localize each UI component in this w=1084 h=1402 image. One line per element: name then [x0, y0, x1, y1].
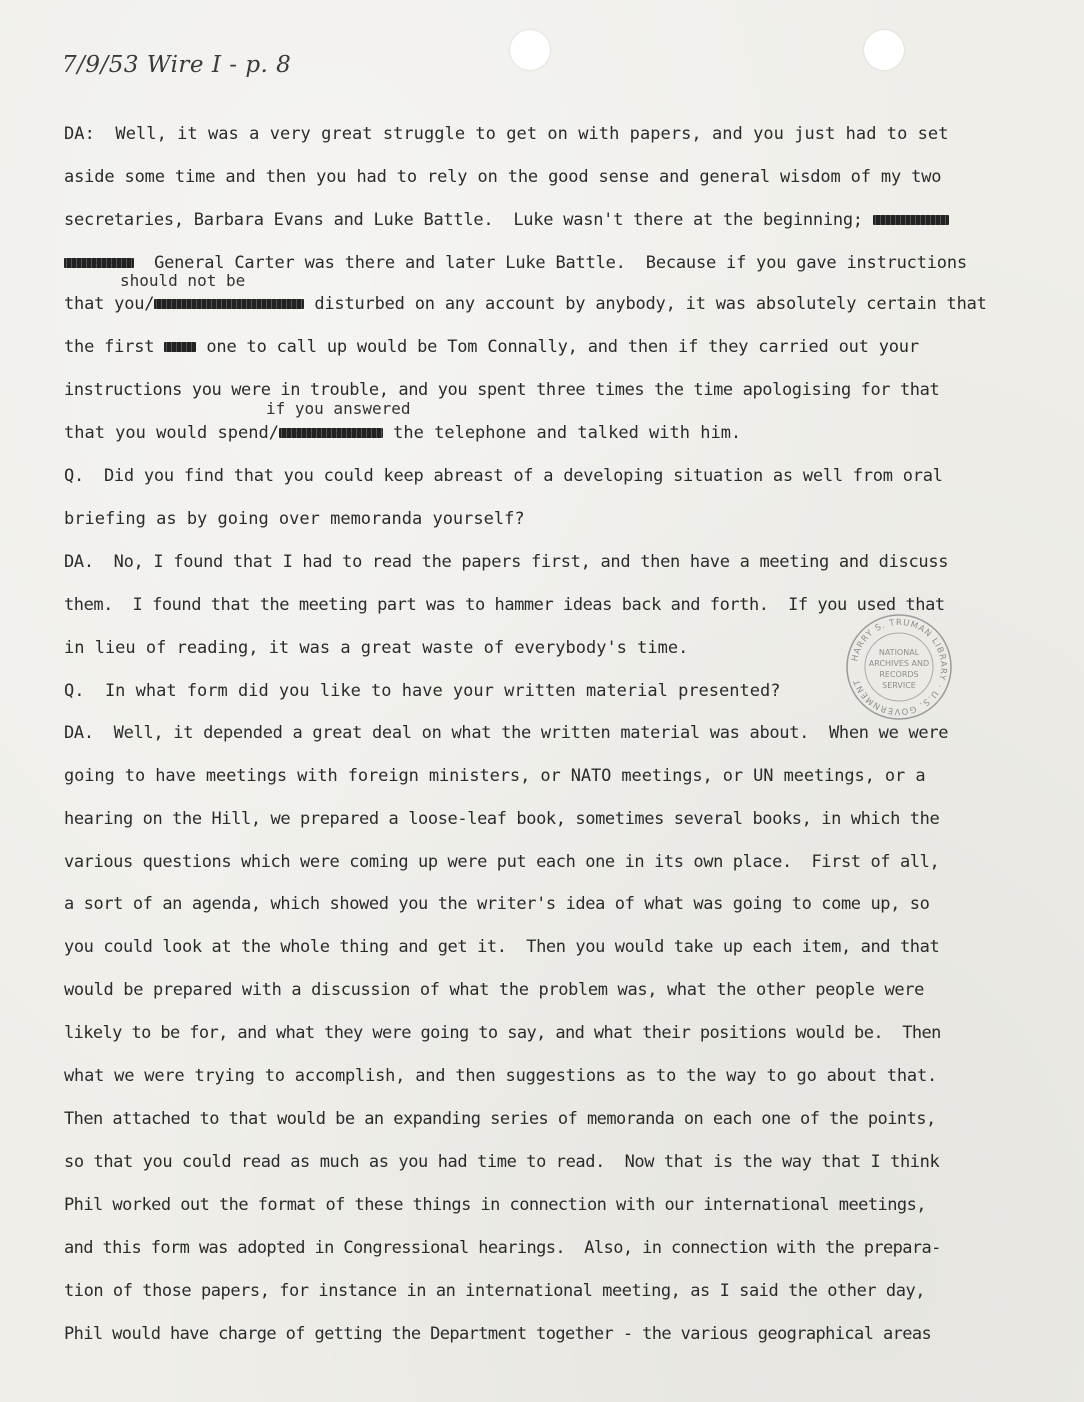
text-line-2: aside some time and then you had to rely on the good sense and general wisdom of my two — [64, 167, 942, 187]
page-header: 7/9/53 Wire I - p. 8 — [62, 52, 292, 78]
text-line-10: briefing as by going over memoranda yourself? — [64, 509, 525, 529]
text-line-9: Q. Did you find that you could keep abreast of a developing situation as well from oral — [64, 466, 943, 486]
punch-hole-left — [510, 30, 550, 70]
text-line-28: tion of those papers, for instance in an international meeting, as I said the other day, — [64, 1281, 926, 1301]
strikeout-mark — [154, 299, 304, 309]
text-line-3 — [64, 210, 949, 230]
seal-line-2: ARCHIVES AND — [868, 659, 930, 668]
text-line-5 — [64, 294, 987, 314]
interlineation-1: should not be — [120, 271, 246, 290]
text-line-15: DA. Well, it depended a great deal on what the written material was about. When we were — [64, 723, 949, 743]
text-line-8-a: that you would spend/ — [64, 423, 279, 443]
text-line-4 — [64, 253, 967, 273]
seal-ring-text: HARRY S. TRUMAN LIBRARY · U.S. GOVERNMENT — [850, 617, 949, 717]
text-line-25: so that you could read as much as you had time to read. Now that is the way that I think — [64, 1152, 940, 1172]
strikeout-mark — [873, 215, 949, 225]
text-line-6-b: one to call up would be Tom Connally, and then if they carried out your — [196, 337, 919, 357]
text-line-27: and this form was adopted in Congressional hearings. Also, in connection with the prepara- — [64, 1238, 941, 1258]
text-line-8-b: the telephone and talked with him. — [382, 423, 742, 443]
text-line-20: you could look at the whole thing and get it. Then you would take up each item, and that — [64, 937, 940, 957]
text-line-5-a: that you/ — [64, 294, 155, 314]
strikeout-mark — [279, 428, 383, 438]
text-line-7: instructions you were in trouble, and you spent three times the time apologising for that — [64, 380, 940, 400]
seal-line-3: RECORDS — [879, 670, 919, 679]
text-line-19: a sort of an agenda, which showed you the writer's idea of what was going to come up, so — [64, 894, 930, 914]
text-line-13: in lieu of reading, it was a great waste of everybody's time. — [64, 638, 689, 658]
text-line-29: Phil would have charge of getting the Department together - the various geographical areas — [64, 1324, 932, 1344]
strikeout-mark — [64, 258, 134, 268]
text-line-8 — [64, 423, 741, 443]
text-line-6-a: the first — [64, 337, 165, 357]
text-line-12: them. I found that the meeting part was to hammer ideas back and forth. If you used that — [64, 595, 945, 615]
text-line-3-a: secretaries, Barbara Evans and Luke Battle. Luke wasn't there at the beginning; — [64, 210, 873, 230]
text-line-4-b: General Carter was there and later Luke Battle. Because if you gave instructions — [134, 253, 967, 273]
seal-line-4: SERVICE — [882, 681, 916, 690]
archives-seal-stamp — [844, 612, 954, 722]
text-line-23: what we were trying to accomplish, and then suggestions as to the way to go about that. — [64, 1066, 938, 1086]
text-line-18: various questions which were coming up were put each one in its own place. First of all, — [64, 852, 940, 872]
text-line-24: Then attached to that would be an expanding series of memoranda on each one of the points, — [64, 1109, 936, 1129]
text-line-1: DA: Well, it was a very great struggle to get on with papers, and you just had to set — [64, 124, 949, 144]
text-line-6 — [64, 337, 919, 357]
seal-line-1: NATIONAL — [878, 648, 920, 657]
interlineation-2: if you answered — [266, 399, 411, 418]
text-line-26: Phil worked out the format of these things in connection with our international meetings, — [64, 1195, 926, 1215]
text-line-16: going to have meetings with foreign ministers, or NATO meetings, or UN meetings, or a — [64, 766, 926, 786]
text-line-14: Q. In what form did you like to have your written material presented? — [64, 681, 781, 701]
punch-hole-right — [864, 30, 904, 70]
strikeout-mark — [164, 342, 196, 352]
text-line-11: DA. No, I found that I had to read the papers first, and then have a meeting and discuss — [64, 552, 949, 572]
text-line-5-b: disturbed on any account by anybody, it was absolutely certain that — [304, 294, 987, 314]
text-line-21: would be prepared with a discussion of what the problem was, what the other people were — [64, 980, 924, 1000]
text-line-22: likely to be for, and what they were going to say, and what their positions would be. Then — [64, 1023, 941, 1043]
text-line-17: hearing on the Hill, we prepared a loose-leaf book, sometimes several books, in which the — [64, 809, 940, 829]
